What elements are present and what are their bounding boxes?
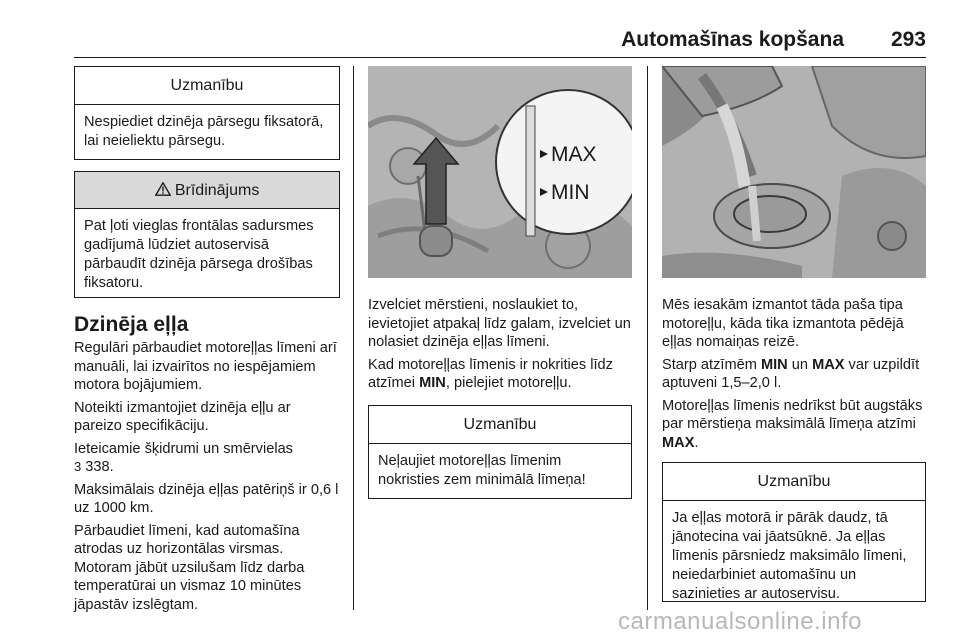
notice-title: Uzmanību [75,67,339,105]
notice-title: Uzmanību [663,463,925,501]
column-2 [368,66,632,499]
notice-text: Neļaujiet motoreļļas līmenim nokristies zem minimālā līmeņa! [378,452,586,488]
warning-box [74,171,340,298]
warning-triangle-icon [155,182,175,199]
notice-text: Nespiediet dzinēja pārsegu fiksatorā, lai neieliektu pārsegu. [84,114,324,149]
notice-box [662,462,926,602]
paragraph: Regulāri pārbaudiet motoreļļas līmeni arī manuāli, lai izvairītos no iespējamiem motora bojājumiem. [74,340,337,393]
paragraph: Mēs iesakām izmantot tāda paša tipa motoreļļu, kāda tika izmantota pēdējā eļļas nomaiņas reizē. [662,297,904,350]
page-number: 293 [890,28,926,51]
warning-text: Pat ļoti vieglas frontālas sadursmes gadījumā lūdziet autoservisā pārbaudīt dzinēja pārsega drošības fiksatoru. [84,218,314,291]
notice-text: Ja eļļas motorā ir pārāk daudz, tā jānotecina vai jāatsūknē. Ja eļļas līmenis pārsniedz maksimālo līmeni, neiedarbiniet automašīnu un sazinieties ar autoservisu. [672,510,907,602]
column-3 [662,66,926,602]
watermark: carmanualsonline.info [618,608,862,635]
notice-title: Uzmanību [369,406,631,444]
paragraph: Motoreļļas līmenis nedrīkst būt augstāks par mērstieņa maksimālā līmeņa atzīmi MAX. [662,397,923,451]
paragraph: Ieteicamie šķidrumi un smērvielas 3 338. [74,440,293,475]
column-divider [353,66,354,610]
column-divider [647,66,648,610]
oil-filling-illustration [662,66,926,278]
section-heading: Dzinēja eļļa [74,313,189,336]
warning-title: Brīdinājums [174,182,260,199]
notice-box [74,66,340,160]
notice-box [368,405,632,499]
page-header [74,28,926,58]
warning-header [75,172,339,209]
paragraph: Maksimālais dzinēja eļļas patēriņš ir 0,6 l uz 1000 km. [74,481,339,516]
paragraph: Kad motoreļļas līmenis ir nokrities līdz atzīmei MIN, pielejiet motoreļļu. [368,356,613,391]
min-label: MIN [551,181,590,204]
paragraph: Starp atzīmēm MIN un MAX var uzpildīt aptuveni 1,5–2,0 l. [662,356,920,391]
reference-arrow: 3 [74,459,82,474]
reference-page[interactable]: 338. [85,459,114,475]
section-title: Automašīnas kopšana [621,28,844,51]
max-label: MAX [551,143,597,166]
paragraph: Noteikti izmantojiet dzinēja eļļu ar pareizo specifikāciju. [74,399,291,434]
column-1 [74,66,340,614]
paragraph: Izvelciet mērstieni, noslaukiet to, ievietojiet atpakaļ līdz galam, izvelciet un nolasiet dzinēja eļļas līmeni. [368,297,631,350]
dipstick-illustration [368,66,632,278]
paragraph: Pārbaudiet līmeni, kad automašīna atrodas uz horizontālas virsmas. Motoram jābūt uzsilušam līdz darba temperatūrai un vismaz 10 minūtes jāpastāv izslēgtam. [74,522,305,613]
